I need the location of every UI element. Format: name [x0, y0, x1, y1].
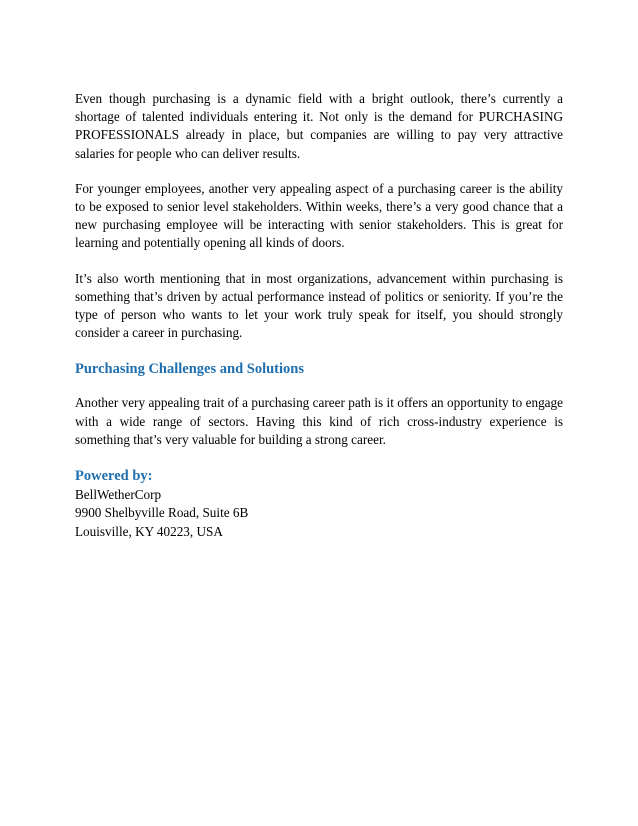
- company-name: BellWetherCorp: [75, 487, 162, 503]
- address-line-1: 9900 Shelbyville Road, Suite 6B: [75, 505, 249, 521]
- powered-by-block: [75, 466, 563, 541]
- section-heading: Purchasing Challenges and Solutions: [75, 361, 304, 378]
- paragraph-outlook: Even though purchasing is a dynamic field with a bright outlook, there’s currently a shortage of talented individuals entering it. Not only is the demand for PURCHASING PROFESSIONALS already in place, but companies are willing to pay very attractive salaries for people who can deliver results.: [75, 91, 563, 161]
- document-page: [75, 90, 563, 541]
- paragraph-stakeholders: For younger employees, another very appealing aspect of a purchasing career is the ability to be exposed to senior level stakeholders. Within weeks, there’s a very good chance that a new purchasing employee will be interacting with senior stakeholders. This is great for learning and potentially opening all kinds of doors.: [75, 180, 563, 251]
- paragraph-advancement: It’s also worth mentioning that in most organizations, advancement within purchasing is something that’s driven by actual performance instead of politics or seniority. If you’re the type of person who wants to let your work truly speak for itself, you should strongly consider a career in purchasing.: [75, 270, 563, 341]
- address-line-2: Louisville, KY 40223, USA: [75, 523, 223, 539]
- paragraph-sectors: Another very appealing trait of a purchasing career path is it offers an opportunity to engage with a wide range of sectors. Having this kind of rich cross-industry experience is something that’s very valuable for building a strong career.: [75, 395, 563, 447]
- powered-by-label: Powered by:: [75, 468, 153, 485]
